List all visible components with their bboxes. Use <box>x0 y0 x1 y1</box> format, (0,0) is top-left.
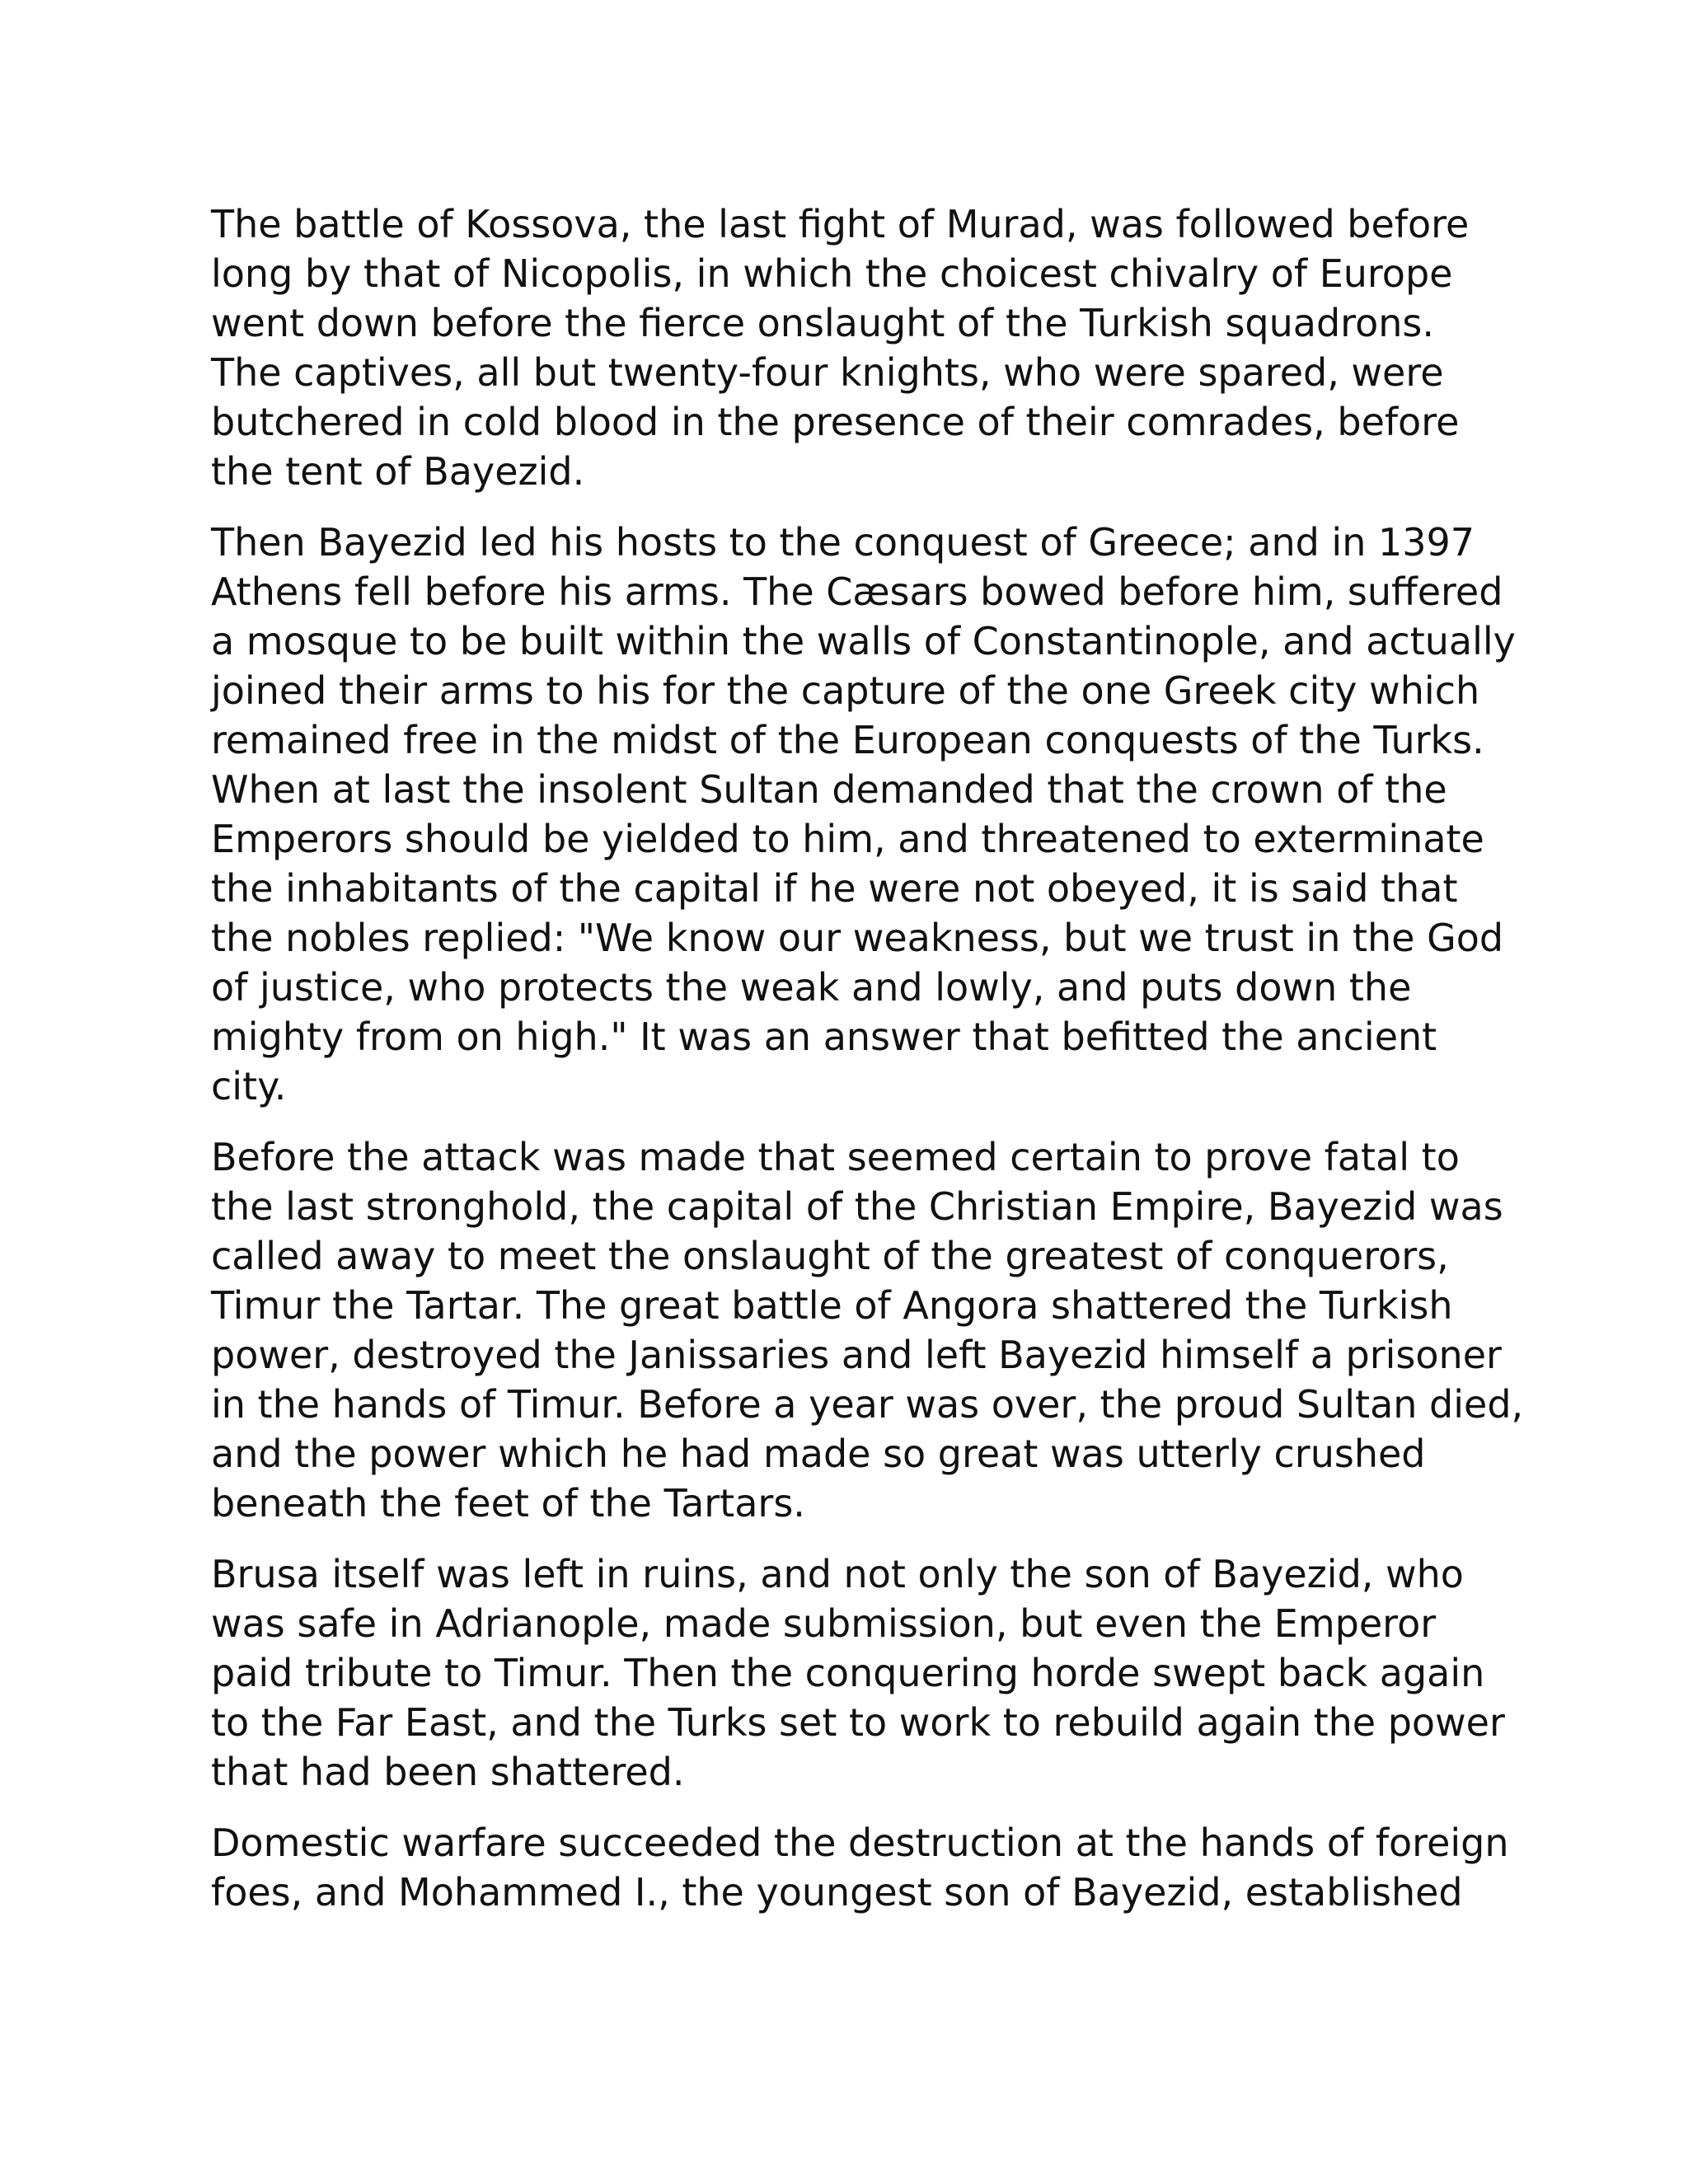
text-line: remained free in the midst of the European conquests of the Turks. <box>211 718 1484 762</box>
text-line: that had been shattered. <box>211 1750 685 1794</box>
text-line: The captives, all but twenty-four knights, who were spared, were <box>211 350 1444 395</box>
paragraph-2 <box>211 518 1530 1111</box>
text-line: mighty from on high." It was an answer that befitted the ancient <box>211 1015 1437 1059</box>
text-line: foes, and Mohammed I., the youngest son of Bayezid, established <box>211 1870 1463 1915</box>
text-line: in the hands of Timur. Before a year was over, the proud Sultan died, <box>211 1382 1524 1427</box>
text-line: the tent of Bayezid. <box>211 449 585 494</box>
text-line: a mosque to be built within the walls of Constantinople, and actually <box>211 619 1516 663</box>
text-line: Athens fell before his arms. The Cæsars bowed before him, suffered <box>211 569 1503 614</box>
document-body <box>211 199 1530 1938</box>
text-line: Domestic warfare succeeded the destruction at the hands of foreign <box>211 1821 1509 1865</box>
text-line: The battle of Kossova, the last fight of Murad, was followed before <box>211 202 1470 246</box>
text-line: the nobles replied: "We know our weakness, but we trust in the God <box>211 916 1504 960</box>
text-line: Timur the Tartar. The great battle of Angora shattered the Turkish <box>211 1283 1453 1328</box>
text-line: power, destroyed the Janissaries and left Bayezid himself a prisoner <box>211 1333 1502 1377</box>
text-line: of justice, who protects the weak and lowly, and puts down the <box>211 965 1412 1010</box>
text-line: was safe in Adrianople, made submission, but even the Emperor <box>211 1601 1437 1646</box>
text-line: beneath the feet of the Tartars. <box>211 1481 805 1526</box>
text-line: Emperors should be yielded to him, and threatened to exterminate <box>211 817 1484 861</box>
text-line: city. <box>211 1064 287 1108</box>
text-line: When at last the insolent Sultan demanded that the crown of the <box>211 767 1447 812</box>
text-line: the inhabitants of the capital if he were not obeyed, it is said that <box>211 866 1458 911</box>
text-line: the last stronghold, the capital of the Christian Empire, Bayezid was <box>211 1184 1503 1229</box>
text-line: Then Bayezid led his hosts to the conquest of Greece; and in 1397 <box>211 520 1475 565</box>
text-line: Before the attack was made that seemed certain to prove fatal to <box>211 1135 1460 1179</box>
paragraph-3 <box>211 1132 1530 1528</box>
text-line: went down before the fierce onslaught of the Turkish squadrons. <box>211 301 1434 345</box>
paragraph-1 <box>211 199 1530 496</box>
text-line: called away to meet the onslaught of the greatest of conquerors, <box>211 1234 1449 1278</box>
text-line: butchered in cold blood in the presence of their comrades, before <box>211 400 1460 444</box>
text-line: joined their arms to his for the capture of the one Greek city which <box>211 668 1480 713</box>
paragraph-5 <box>211 1818 1530 1917</box>
text-line: long by that of Nicopolis, in which the choicest chivalry of Europe <box>211 251 1453 296</box>
paragraph-4 <box>211 1549 1530 1797</box>
text-line: to the Far East, and the Turks set to work to rebuild again the power <box>211 1700 1505 1745</box>
text-line: Brusa itself was left in ruins, and not only the son of Bayezid, who <box>211 1552 1464 1596</box>
text-line: and the power which he had made so great was utterly crushed <box>211 1432 1426 1476</box>
text-line: paid tribute to Timur. Then the conquering horde swept back again <box>211 1651 1485 1695</box>
